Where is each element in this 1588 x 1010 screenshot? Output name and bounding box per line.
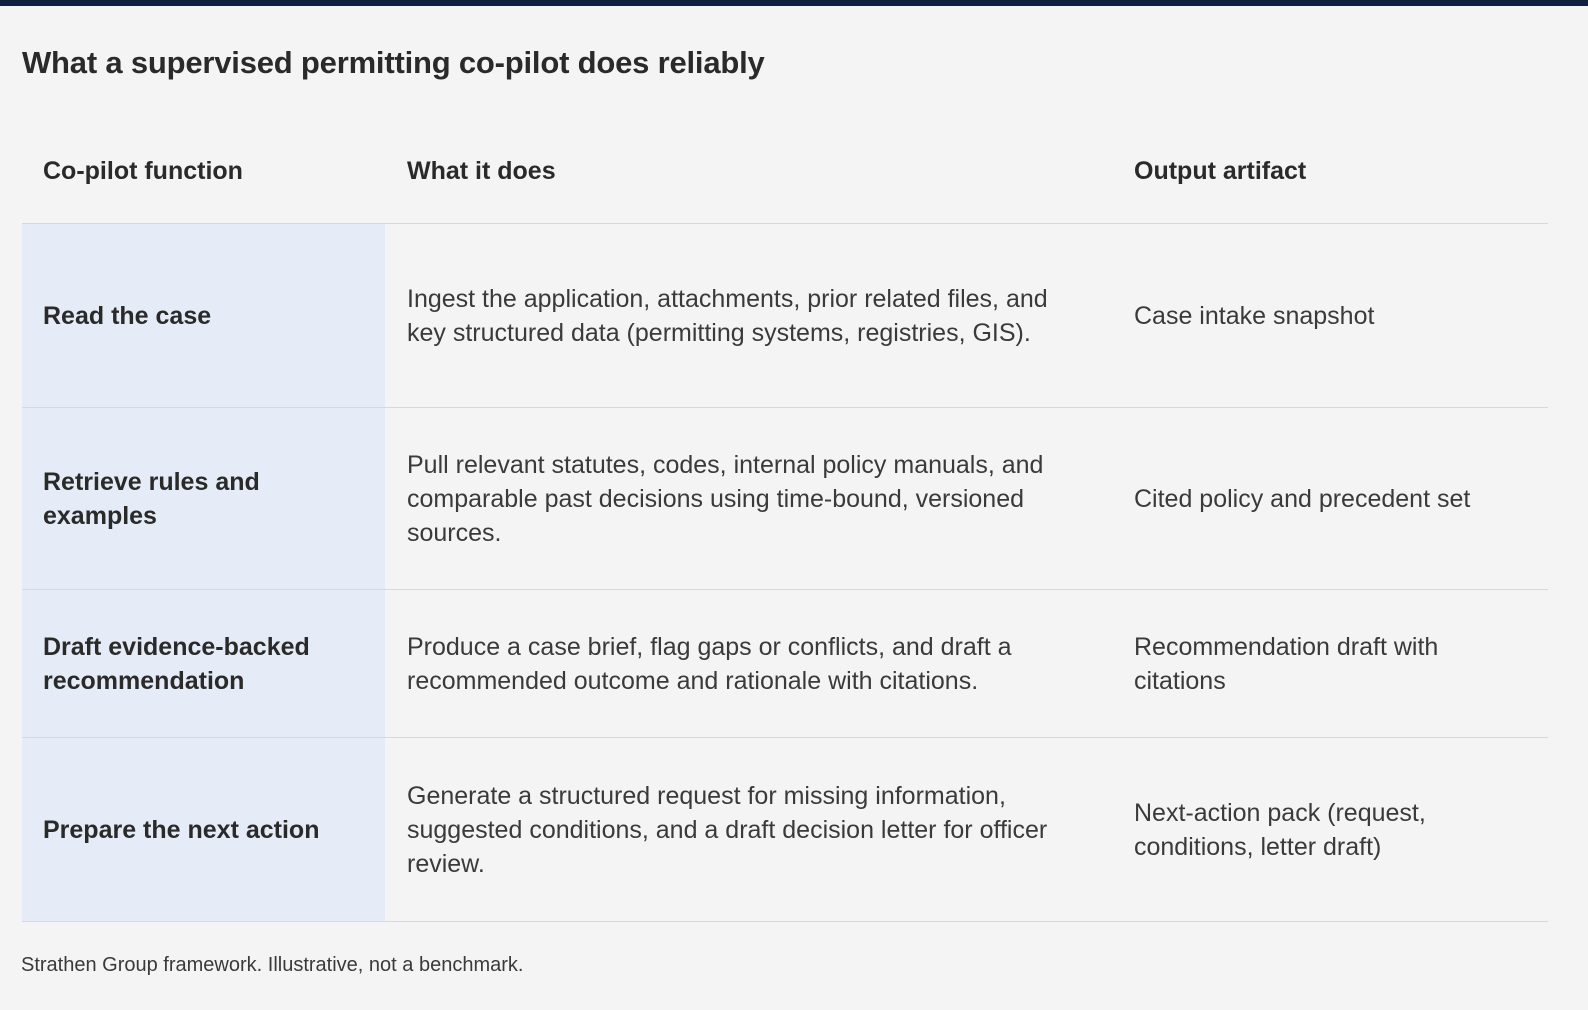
function-cell: Prepare the next action bbox=[22, 738, 385, 921]
description-cell: Generate a structured request for missing information, suggested conditions, and a draft decision letter for officer review. bbox=[407, 781, 1048, 878]
page-title: What a supervised permitting co-pilot does reliably bbox=[22, 45, 765, 80]
function-cell: Read the case bbox=[22, 224, 385, 407]
column-header-output-artifact: Output artifact bbox=[1134, 156, 1307, 185]
table-row bbox=[22, 224, 1548, 408]
table-row bbox=[22, 590, 1548, 738]
output-cell: Case intake snapshot bbox=[1134, 301, 1375, 330]
top-accent-bar bbox=[0, 0, 1588, 6]
table-header-row bbox=[22, 110, 1548, 224]
output-cell: Cited policy and precedent set bbox=[1134, 484, 1471, 513]
output-cell: Next-action pack (request, conditions, letter draft) bbox=[1134, 798, 1426, 861]
table-row bbox=[22, 738, 1548, 922]
description-cell: Produce a case brief, flag gaps or conflicts, and draft a recommended outcome and rationale with citations. bbox=[407, 632, 1012, 695]
column-header-what-it-does: What it does bbox=[407, 156, 556, 185]
description-cell: Ingest the application, attachments, prior related files, and key structured data (permitting systems, registries, GIS). bbox=[407, 284, 1048, 347]
table-row bbox=[22, 408, 1548, 590]
copilot-functions-table bbox=[22, 110, 1548, 922]
output-cell: Recommendation draft with citations bbox=[1134, 632, 1439, 695]
description-cell: Pull relevant statutes, codes, internal policy manuals, and comparable past decisions using time-bound, versioned sources. bbox=[407, 450, 1044, 547]
column-header-function: Co-pilot function bbox=[43, 156, 243, 185]
function-cell: Retrieve rules and examples bbox=[22, 408, 385, 589]
source-footnote: Strathen Group framework. Illustrative, not a benchmark. bbox=[21, 954, 524, 976]
function-cell: Draft evidence-backed recommendation bbox=[22, 590, 385, 737]
